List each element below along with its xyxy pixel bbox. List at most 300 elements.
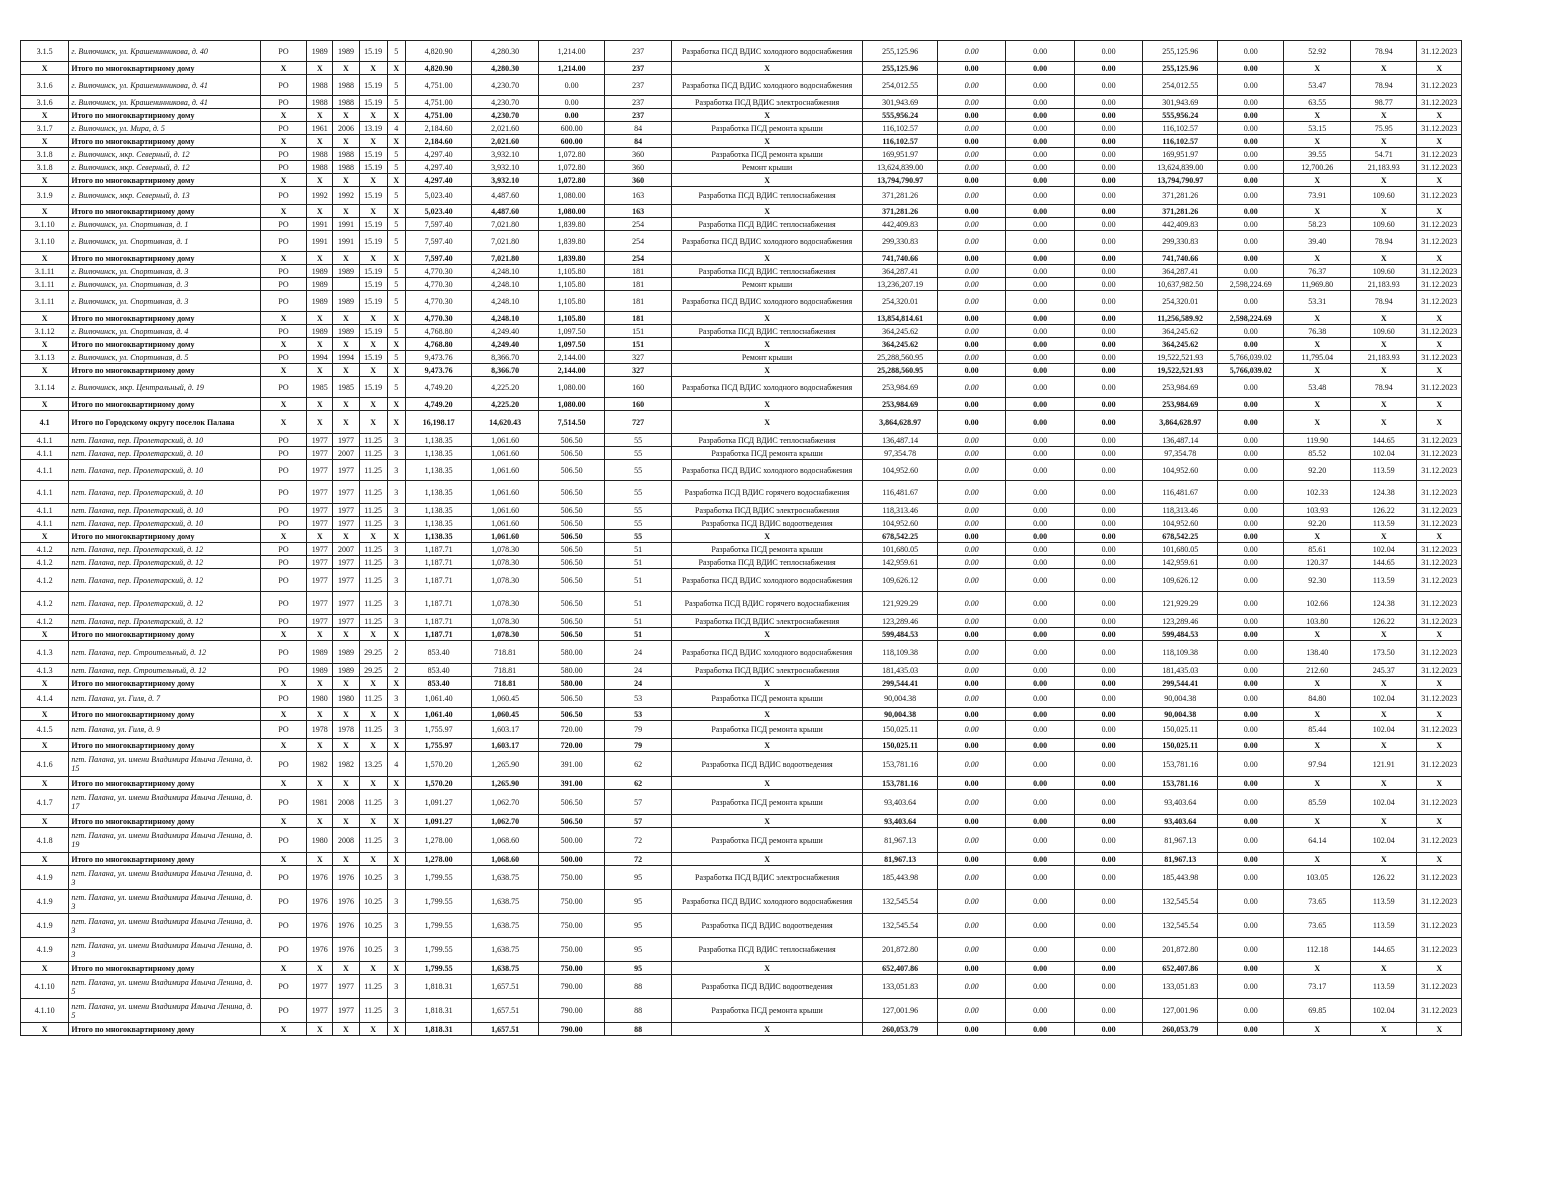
table-cell: 2 — [387, 641, 405, 664]
table-cell: X — [387, 1023, 405, 1036]
table-cell: 1994 — [307, 351, 333, 364]
table-cell: 1977 — [307, 447, 333, 460]
table-cell: 718.81 — [472, 677, 539, 690]
table-cell: 0.00 — [937, 377, 1006, 398]
table-cell: Итого по многоквартирному дому — [69, 109, 260, 122]
table-cell: пгт. Палана, пер. Пролетарский, д. 10 — [69, 447, 260, 460]
table-cell: 255,125.96 — [1143, 41, 1218, 62]
table-cell: 69.85 — [1284, 999, 1351, 1023]
table-cell: 201,872.80 — [1143, 938, 1218, 962]
table-cell: 1977 — [307, 481, 333, 504]
table-cell: 1,818.31 — [405, 975, 472, 999]
table-cell: 31.12.2023 — [1417, 434, 1462, 447]
table-cell: 10.25 — [359, 938, 387, 962]
table-cell: 1,138.35 — [405, 447, 472, 460]
table-cell: 181 — [605, 291, 672, 312]
table-row — [21, 148, 1462, 161]
table-cell: 0.00 — [1217, 205, 1284, 218]
table-cell: 360 — [605, 148, 672, 161]
table-cell: 3.1.6 — [21, 96, 69, 109]
table-cell: 212.60 — [1284, 664, 1351, 677]
table-cell: РО — [260, 481, 306, 504]
table-cell: X — [1417, 739, 1462, 752]
table-cell: г. Вилючинск, ул. Спортивная, д. 1 — [69, 218, 260, 231]
table-cell: Разработка ПСД ВДИС теплоснабжения — [671, 556, 862, 569]
table-cell: 5 — [387, 218, 405, 231]
table-cell: 360 — [605, 174, 672, 187]
table-cell: 9,473.76 — [405, 351, 472, 364]
table-cell: X — [387, 174, 405, 187]
table-cell: Разработка ПСД ВДИС холодного водоснабжения — [671, 569, 862, 592]
table-cell — [333, 278, 359, 291]
table-cell: 301,943.69 — [1143, 96, 1218, 109]
table-cell: X — [307, 739, 333, 752]
table-cell: X — [307, 1023, 333, 1036]
table-cell: 1988 — [307, 161, 333, 174]
table-cell: 31.12.2023 — [1417, 721, 1462, 739]
table-row — [21, 504, 1462, 517]
table-cell: X — [1350, 62, 1417, 75]
table-cell: 0.00 — [937, 815, 1006, 828]
table-cell: X — [260, 815, 306, 828]
table-cell: 160 — [605, 377, 672, 398]
table-cell: X — [671, 530, 862, 543]
table-cell: X — [333, 815, 359, 828]
table-cell: 8,366.70 — [472, 364, 539, 377]
table-cell: 1989 — [333, 265, 359, 278]
table-cell: 0.00 — [1074, 398, 1143, 411]
table-cell: 0.00 — [1074, 677, 1143, 690]
table-cell: 0.00 — [1074, 205, 1143, 218]
table-cell: 0.00 — [1074, 752, 1143, 777]
table-cell: 39.55 — [1284, 148, 1351, 161]
table-cell: 55 — [605, 434, 672, 447]
table-cell: 3.1.11 — [21, 278, 69, 291]
table-cell: 10.25 — [359, 890, 387, 914]
table-cell: X — [359, 312, 387, 325]
table-cell: 0.00 — [1074, 739, 1143, 752]
table-cell: 0.00 — [1006, 148, 1075, 161]
table-cell: 55 — [605, 447, 672, 460]
table-cell: 741,740.66 — [1143, 252, 1218, 265]
table-cell: 1,061.60 — [472, 460, 539, 481]
table-cell: пгт. Палана, пер. Строительный, д. 12 — [69, 664, 260, 677]
table-cell: 678,542.25 — [1143, 530, 1218, 543]
table-cell: 58.23 — [1284, 218, 1351, 231]
table-cell: 0.00 — [1006, 517, 1075, 530]
table-cell: 121.91 — [1350, 752, 1417, 777]
table-cell: 1976 — [307, 866, 333, 890]
table-cell: 31.12.2023 — [1417, 41, 1462, 62]
table-cell: 1,068.60 — [472, 828, 539, 853]
table-cell: 0.00 — [937, 338, 1006, 351]
table-cell: 0.00 — [1006, 434, 1075, 447]
table-cell: 0.00 — [1217, 828, 1284, 853]
table-cell: X — [260, 411, 306, 434]
table-cell: X — [1417, 338, 1462, 351]
table-cell: 720.00 — [538, 739, 605, 752]
table-cell: 72 — [605, 853, 672, 866]
table-cell: 0.00 — [937, 96, 1006, 109]
table-cell: 3,932.10 — [472, 174, 539, 187]
table-cell: 1976 — [333, 890, 359, 914]
table-cell: г. Вилючинск, ул. Спортивная, д. 3 — [69, 291, 260, 312]
table-cell: 260,053.79 — [1143, 1023, 1218, 1036]
table-cell: 15.19 — [359, 187, 387, 205]
table-cell: г. Вилючинск, ул. Спортивная, д. 5 — [69, 351, 260, 364]
table-cell: 364,245.62 — [863, 325, 938, 338]
table-cell: г. Вилючинск, мкр. Северный, д. 13 — [69, 187, 260, 205]
table-cell: 1,214.00 — [538, 41, 605, 62]
table-cell: 371,281.26 — [1143, 205, 1218, 218]
table-cell: 506.50 — [538, 615, 605, 628]
table-cell: X — [359, 205, 387, 218]
subtotal-row — [21, 398, 1462, 411]
table-cell: 260,053.79 — [863, 1023, 938, 1036]
table-cell: 7,597.40 — [405, 252, 472, 265]
table-cell: 0.00 — [1006, 109, 1075, 122]
subtotal-row — [21, 962, 1462, 975]
table-cell: 1,657.51 — [472, 999, 539, 1023]
table-cell: 1,799.55 — [405, 914, 472, 938]
table-cell: X — [671, 739, 862, 752]
table-cell: РО — [260, 434, 306, 447]
table-cell: г. Вилючинск, ул. Спортивная, д. 1 — [69, 231, 260, 252]
table-cell: 1989 — [333, 291, 359, 312]
table-cell: 1992 — [333, 187, 359, 205]
table-cell: 5 — [387, 187, 405, 205]
table-cell: 0.00 — [1006, 853, 1075, 866]
table-cell: РО — [260, 828, 306, 853]
table-cell: 1,091.27 — [405, 790, 472, 815]
table-cell: 31.12.2023 — [1417, 278, 1462, 291]
table-cell: пгт. Палана, ул. имени Владимира Ильича Ленина, д. 5 — [69, 999, 260, 1023]
table-cell: 750.00 — [538, 962, 605, 975]
table-cell: 0.00 — [937, 205, 1006, 218]
table-cell: 31.12.2023 — [1417, 556, 1462, 569]
table-cell: 4.1.1 — [21, 481, 69, 504]
table-cell: 5,766,039.02 — [1217, 364, 1284, 377]
table-cell: 15.19 — [359, 351, 387, 364]
table-cell: 51 — [605, 615, 672, 628]
table-cell: РО — [260, 543, 306, 556]
table-cell: X — [21, 174, 69, 187]
table-cell: 7,514.50 — [538, 411, 605, 434]
table-cell: 0.00 — [1074, 556, 1143, 569]
table-cell: 0.00 — [1074, 161, 1143, 174]
table-cell: 95 — [605, 938, 672, 962]
table-cell: 103.93 — [1284, 504, 1351, 517]
table-cell: 0.00 — [1074, 187, 1143, 205]
table-cell: 11,795.04 — [1284, 351, 1351, 364]
table-cell: 31.12.2023 — [1417, 148, 1462, 161]
table-cell: 11.25 — [359, 690, 387, 708]
subtotal-row — [21, 135, 1462, 148]
table-cell: 0.00 — [937, 721, 1006, 739]
table-cell: Итого по многоквартирному дому — [69, 530, 260, 543]
table-cell: 51 — [605, 556, 672, 569]
table-cell: 0.00 — [1006, 828, 1075, 853]
table-cell: X — [1350, 815, 1417, 828]
table-cell: 0.00 — [1217, 434, 1284, 447]
table-cell: 5 — [387, 148, 405, 161]
table-cell: 101,680.05 — [863, 543, 938, 556]
table-cell: 0.00 — [1074, 504, 1143, 517]
table-cell: 109,626.12 — [1143, 569, 1218, 592]
table-cell: X — [1350, 628, 1417, 641]
table-cell: X — [359, 411, 387, 434]
table-cell: 727 — [605, 411, 672, 434]
table-cell: 0.00 — [1074, 1023, 1143, 1036]
table-cell: 5 — [387, 377, 405, 398]
table-cell: 93,403.64 — [1143, 790, 1218, 815]
table-cell: 4,280.30 — [472, 41, 539, 62]
table-cell: 0.00 — [1006, 338, 1075, 351]
table-cell: 97.94 — [1284, 752, 1351, 777]
table-cell: РО — [260, 569, 306, 592]
table-cell: 11.25 — [359, 999, 387, 1023]
table-cell: X — [387, 677, 405, 690]
table-cell: 4,249.40 — [472, 325, 539, 338]
table-cell: 31.12.2023 — [1417, 664, 1462, 677]
table-cell: 4.1.2 — [21, 569, 69, 592]
table-cell: 1,603.17 — [472, 721, 539, 739]
table-cell: 580.00 — [538, 641, 605, 664]
table-cell: 0.00 — [1074, 96, 1143, 109]
table-cell: 327 — [605, 351, 672, 364]
table-cell: 7,597.40 — [405, 231, 472, 252]
table-cell: 1985 — [307, 377, 333, 398]
table-cell: Разработка ПСД ВДИС теплоснабжения — [671, 218, 862, 231]
table-cell: 253,984.69 — [1143, 398, 1218, 411]
table-cell: 0.00 — [1217, 962, 1284, 975]
table-cell: Разработка ПСД ремонта крыши — [671, 721, 862, 739]
table-cell: 1,062.70 — [472, 815, 539, 828]
table-cell: Разработка ПСД ВДИС горячего водоснабжения — [671, 592, 862, 615]
table-cell: 4.1.3 — [21, 664, 69, 677]
table-cell: 3 — [387, 914, 405, 938]
table-cell: X — [359, 777, 387, 790]
table-cell: 4,751.00 — [405, 109, 472, 122]
table-cell: X — [260, 364, 306, 377]
table-cell: 15.19 — [359, 218, 387, 231]
table-cell: X — [1417, 312, 1462, 325]
table-cell: 1982 — [307, 752, 333, 777]
table-cell: 15.19 — [359, 291, 387, 312]
table-cell: X — [1284, 174, 1351, 187]
table-cell: X — [21, 739, 69, 752]
subtotal-row — [21, 815, 1462, 828]
table-cell: 0.00 — [1074, 628, 1143, 641]
table-cell: 5 — [387, 325, 405, 338]
table-cell: 85.61 — [1284, 543, 1351, 556]
table-cell: X — [333, 205, 359, 218]
table-cell: РО — [260, 914, 306, 938]
table-cell: 0.00 — [937, 325, 1006, 338]
table-cell: 81,967.13 — [1143, 853, 1218, 866]
table-cell: 11.25 — [359, 975, 387, 999]
table-cell: 153,781.16 — [863, 777, 938, 790]
table-cell: 4.1.1 — [21, 447, 69, 460]
table-cell: 0.00 — [1074, 815, 1143, 828]
table-cell: 299,330.83 — [1143, 231, 1218, 252]
table-cell: 1,570.20 — [405, 752, 472, 777]
table-cell: 1,061.60 — [472, 447, 539, 460]
table-cell: 3 — [387, 592, 405, 615]
table-cell: РО — [260, 890, 306, 914]
table-cell: РО — [260, 938, 306, 962]
table-cell: 1,638.75 — [472, 938, 539, 962]
table-cell: 2,021.60 — [472, 135, 539, 148]
table-cell: X — [333, 739, 359, 752]
table-cell: 84.80 — [1284, 690, 1351, 708]
table-cell: 0.00 — [937, 592, 1006, 615]
table-cell: X — [387, 853, 405, 866]
table-cell: 1,138.35 — [405, 530, 472, 543]
table-cell: 0.00 — [1217, 641, 1284, 664]
table-cell: 15.19 — [359, 265, 387, 278]
table-cell: 0.00 — [937, 938, 1006, 962]
table-cell: 11.25 — [359, 592, 387, 615]
table-cell: X — [671, 205, 862, 218]
table-cell: X — [1284, 677, 1351, 690]
table-cell: 112.18 — [1284, 938, 1351, 962]
table-cell: 506.50 — [538, 517, 605, 530]
table-cell: 0.00 — [1006, 592, 1075, 615]
table-cell: 0.00 — [1006, 664, 1075, 677]
table-row — [21, 664, 1462, 677]
table-row — [21, 938, 1462, 962]
table-cell: X — [1284, 1023, 1351, 1036]
table-cell: 1977 — [307, 975, 333, 999]
table-cell: РО — [260, 148, 306, 161]
table-cell: 11.25 — [359, 790, 387, 815]
table-cell: 1,755.97 — [405, 739, 472, 752]
table-cell: 0.00 — [1074, 109, 1143, 122]
table-cell: X — [333, 530, 359, 543]
table-cell: пгт. Палана, ул. Гиля, д. 7 — [69, 690, 260, 708]
table-cell: X — [307, 530, 333, 543]
table-cell: 5 — [387, 96, 405, 109]
table-cell: 4,230.70 — [472, 109, 539, 122]
table-cell: 52.92 — [1284, 41, 1351, 62]
table-cell: 1977 — [333, 504, 359, 517]
table-cell: 31.12.2023 — [1417, 460, 1462, 481]
table-cell: X — [1284, 109, 1351, 122]
table-cell: 95 — [605, 914, 672, 938]
table-cell: 31.12.2023 — [1417, 592, 1462, 615]
table-cell: 0.00 — [1006, 398, 1075, 411]
table-cell: X — [359, 252, 387, 265]
table-cell: пгт. Палана, ул. имени Владимира Ильича Ленина, д. 15 — [69, 752, 260, 777]
table-cell: 0.00 — [1217, 690, 1284, 708]
table-cell: 3,864,628.97 — [1143, 411, 1218, 434]
table-cell: 8,366.70 — [472, 351, 539, 364]
table-cell: 0.00 — [1074, 351, 1143, 364]
table-cell: X — [307, 109, 333, 122]
table-cell: 0.00 — [1006, 187, 1075, 205]
table-cell: 237 — [605, 96, 672, 109]
table-cell: 84 — [605, 122, 672, 135]
table-cell: 0.00 — [1217, 377, 1284, 398]
table-cell: 0.00 — [937, 517, 1006, 530]
table-cell: 254 — [605, 231, 672, 252]
table-cell: X — [671, 853, 862, 866]
table-cell: 72 — [605, 828, 672, 853]
table-cell: 1,061.40 — [405, 690, 472, 708]
table-cell: 1,638.75 — [472, 890, 539, 914]
table-cell: 31.12.2023 — [1417, 569, 1462, 592]
table-cell: РО — [260, 517, 306, 530]
table-cell: 116,481.67 — [863, 481, 938, 504]
table-cell: 104,952.60 — [1143, 460, 1218, 481]
table-cell: X — [1284, 135, 1351, 148]
table-cell: X — [1417, 530, 1462, 543]
table-cell: X — [307, 398, 333, 411]
table-cell: X — [307, 853, 333, 866]
table-cell: 81,967.13 — [1143, 828, 1218, 853]
table-cell: 102.04 — [1350, 543, 1417, 556]
table-cell: 51 — [605, 628, 672, 641]
table-cell: 3.1.11 — [21, 265, 69, 278]
table-cell: 62 — [605, 777, 672, 790]
table-cell: 4.1.7 — [21, 790, 69, 815]
table-cell: 506.50 — [538, 530, 605, 543]
table-cell: Итого по многоквартирному дому — [69, 628, 260, 641]
table-cell: X — [333, 962, 359, 975]
table-cell: 0.00 — [1074, 41, 1143, 62]
table-cell: 3 — [387, 556, 405, 569]
table-cell: 24 — [605, 641, 672, 664]
table-cell: 153,781.16 — [1143, 777, 1218, 790]
table-cell: X — [21, 312, 69, 325]
table-cell: 0.00 — [1006, 677, 1075, 690]
table-cell: 0.00 — [1006, 75, 1075, 96]
table-cell: Итого по многоквартирному дому — [69, 777, 260, 790]
table-cell: 0.00 — [1006, 752, 1075, 777]
table-cell: Разработка ПСД ВДИС горячего водоснабжения — [671, 481, 862, 504]
table-cell: пгт. Палана, ул. имени Владимира Ильича Ленина, д. 3 — [69, 938, 260, 962]
table-cell: 63.55 — [1284, 96, 1351, 109]
table-cell: X — [1417, 677, 1462, 690]
table-cell: Разработка ПСД ВДИС холодного водоснабжения — [671, 890, 862, 914]
table-cell: Разработка ПСД ВДИС водоотведения — [671, 517, 862, 530]
table-cell: X — [260, 677, 306, 690]
table-cell: 0.00 — [1217, 62, 1284, 75]
table-cell: 29.25 — [359, 664, 387, 677]
table-cell: X — [359, 628, 387, 641]
table-cell: 652,407.86 — [1143, 962, 1218, 975]
table-cell: X — [359, 853, 387, 866]
table-cell: 1,097.50 — [538, 325, 605, 338]
table-cell: 0.00 — [937, 975, 1006, 999]
table-cell: 4,230.70 — [472, 96, 539, 109]
table-cell: 13,624,839.00 — [1143, 161, 1218, 174]
subtotal-row — [21, 853, 1462, 866]
table-cell: 0.00 — [1217, 265, 1284, 278]
table-cell: 0.00 — [1074, 828, 1143, 853]
table-cell: 0.00 — [1006, 122, 1075, 135]
table-cell: X — [387, 628, 405, 641]
table-cell: 1,638.75 — [472, 866, 539, 890]
table-cell: 1977 — [307, 556, 333, 569]
table-cell: 299,330.83 — [863, 231, 938, 252]
table-cell: 1,839.80 — [538, 218, 605, 231]
table-cell: 13,794,790.97 — [863, 174, 938, 187]
table-cell: 0.00 — [937, 398, 1006, 411]
table-cell: 0.00 — [1217, 411, 1284, 434]
table-cell: 185,443.98 — [863, 866, 938, 890]
